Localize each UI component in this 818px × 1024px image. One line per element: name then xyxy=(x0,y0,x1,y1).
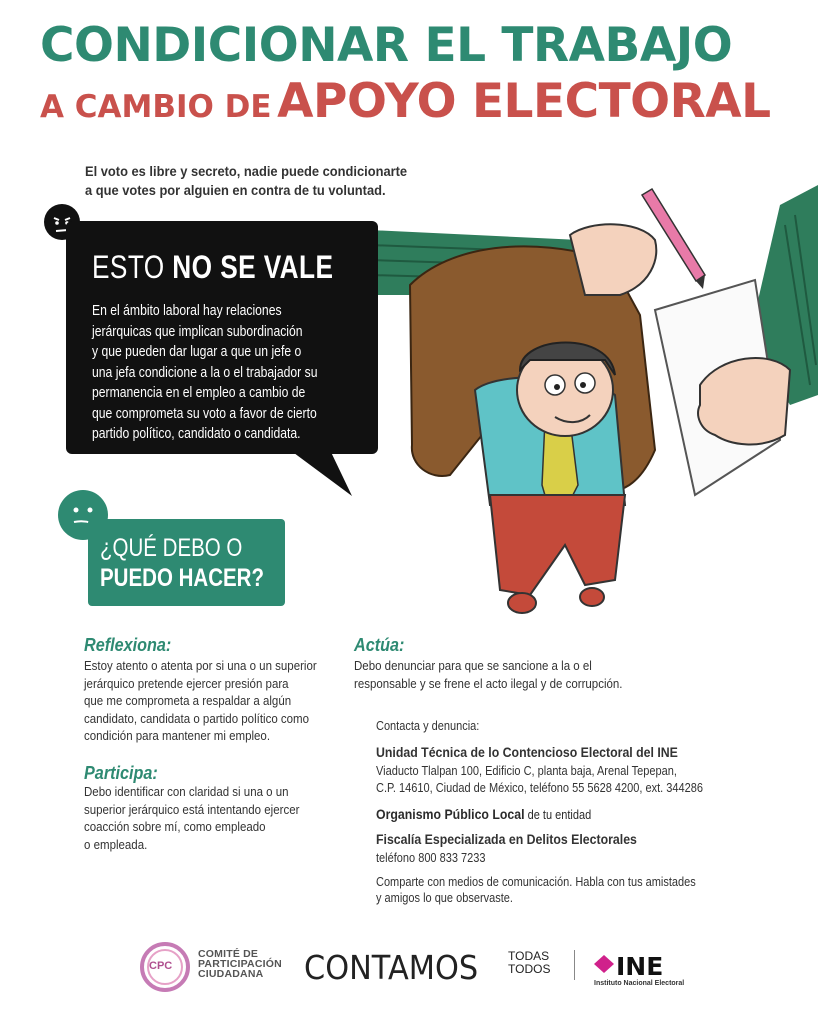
bubble-title-prefix: ESTO xyxy=(92,249,165,285)
cpc-line: CIUDADANA xyxy=(198,968,264,980)
title-line-2 xyxy=(40,74,771,129)
cpc-badge-text: CPC xyxy=(149,960,173,972)
cpc-name xyxy=(198,949,282,979)
org-opl-suffix: de tu entidad xyxy=(524,808,592,822)
bubble-line: En el ámbito laboral hay relaciones xyxy=(92,303,282,319)
actua-text xyxy=(354,658,667,693)
participa-line: Debo identificar con claridad si una o un xyxy=(84,785,289,799)
title-line-1: CONDICIONAR EL TRABAJO xyxy=(40,18,733,73)
todas-text: TODAS xyxy=(508,949,550,963)
bubble-text xyxy=(92,301,369,445)
participa-line: superior jerárquico está intentando ejercer xyxy=(84,802,300,817)
reflexiona-line: jerárquico pretende ejercer presión para xyxy=(84,676,289,691)
intro-text xyxy=(85,162,416,200)
reflexiona-line: Estoy atento o atenta por si una o un superior xyxy=(84,659,317,673)
participa-line: coacción sobre mí, como empleado xyxy=(84,820,266,834)
share-line: y amigos lo que observaste. xyxy=(376,891,513,905)
ine-logo-text: INE xyxy=(616,952,664,981)
bubble-line: jerárquicas que implican subordinación xyxy=(92,323,303,340)
reflexiona-title: Reflexiona: xyxy=(84,635,172,655)
footer-divider xyxy=(574,950,575,980)
bubble-line: que comprometa su voto a favor de cierto xyxy=(92,405,317,422)
cpc-line: COMITÉ DE xyxy=(198,948,259,960)
question-line: ¿QUÉ DEBO O xyxy=(100,534,243,562)
ine-subtitle: Instituto Nacional Electoral xyxy=(594,980,685,987)
org-ine-name: Unidad Técnica de lo Contencioso Electoral del INE xyxy=(376,744,678,760)
intro-line: El voto es libre y secreto, nadie puede condicionarte xyxy=(85,163,408,179)
contamos-logo: CONTAMOS xyxy=(304,948,479,987)
todas-todos xyxy=(508,950,550,975)
contact-heading: Contacta y denuncia: xyxy=(376,719,480,733)
bubble-line: y que pueden dar lugar a que un jefe o xyxy=(92,344,302,360)
participa-title: Participa: xyxy=(84,763,158,783)
org-ine-address: Viaducto Tlalpan 100, Edificio C, planta baja, Arenal Tepepan, xyxy=(376,764,677,778)
actua-title: Actúa: xyxy=(354,635,405,655)
question-box xyxy=(88,519,285,606)
org-ine-phone: C.P. 14610, Ciudad de México, teléfono 55 5628 4200, ext. 344286 xyxy=(376,781,703,795)
org-fiscalia-phone: teléfono 800 833 7233 xyxy=(376,851,486,865)
actua-line: Debo denunciar para que se sancione a la o el xyxy=(354,659,592,673)
question-line: PUEDO HACER? xyxy=(100,564,265,592)
bubble-line: partido político, candidato o candidata. xyxy=(92,426,301,442)
bubble-line: permanencia en el empleo a cambio de xyxy=(92,385,306,401)
title-line-2-prefix: A CAMBIO DE xyxy=(40,89,272,125)
actua-line: responsable y se frene el acto ilegal y de corrupción. xyxy=(354,676,623,691)
reflexiona-line: condición para mantener mi empleo. xyxy=(84,729,271,743)
reflexiona-line: que me comprometa a respaldar a algún xyxy=(84,694,292,708)
cpc-line: PARTICIPACIÓN xyxy=(198,958,282,970)
boss-and-worker-illustration xyxy=(370,185,818,630)
bubble-line: una jefa condicione a la o el trabajador su xyxy=(92,364,318,381)
org-opl xyxy=(376,806,591,824)
share-line: Comparte con medios de comunicación. Habla con tus amistades xyxy=(376,875,696,889)
reflexiona-line: candidato, candidata o partido político como xyxy=(84,711,310,726)
org-opl-name: Organismo Público Local xyxy=(376,806,525,822)
todos-text: TODOS xyxy=(508,961,551,976)
bubble-title-emphasis: NO SE VALE xyxy=(172,249,334,285)
org-fiscalia-name: Fiscalía Especializada en Delitos Electorales xyxy=(376,831,637,847)
title-line-2-emphasis: APOYO ELECTORAL xyxy=(277,74,771,129)
reflexiona-text xyxy=(84,658,351,746)
intro-line: a que votes por alguien en contra de tu voluntad. xyxy=(85,182,386,198)
participa-text xyxy=(84,784,342,854)
participa-line: o empleada. xyxy=(84,837,148,852)
speech-bubble-tail xyxy=(290,450,360,500)
bubble-title xyxy=(92,249,333,286)
ine-logo-icon xyxy=(594,955,614,977)
speech-bubble xyxy=(66,221,378,454)
